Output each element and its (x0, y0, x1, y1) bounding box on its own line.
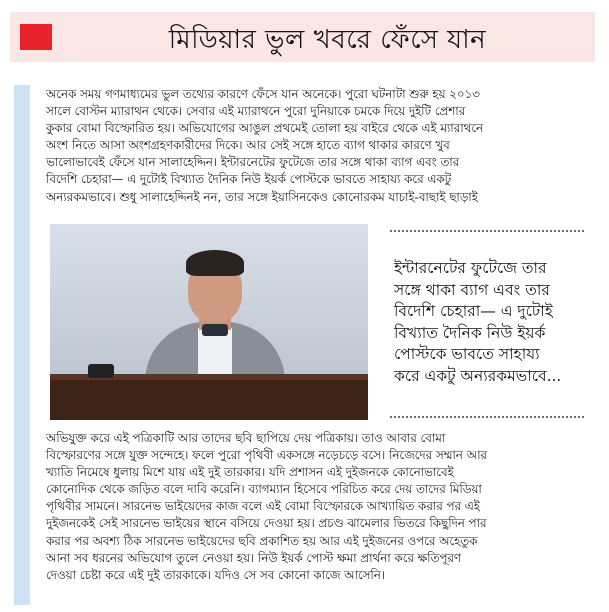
quote-rule-top (390, 230, 584, 232)
article-photo (50, 224, 368, 420)
left-accent-bar (14, 85, 30, 605)
headline-title: মিডিয়ার ভুল খবরে ফেঁসে যান (168, 25, 487, 55)
pull-quote: ইন্টারনেটের ফুটেজে তার সঙ্গে থাকা ব্যাগ এবং তার বিদেশি চেহারা— এ দুটোই বিখ্যাত দৈনিক নিউ ইয়র্ক পোস্টকে ভাবতে সাহায্য করে একটু অন্যরকমভাবে... (394, 259, 562, 385)
headline-banner (10, 12, 595, 62)
red-square-marker (20, 24, 52, 50)
article-paragraph-1: অনেক সময় গণমাধ্যমের ভুল তথ্যের কারণে ফেঁসে যান অনেকে। পুরো ঘটনাটা শুরু হয় ২০১৩ সালে বোস্টন ম্যারাথন থেকে। সেবার এই ম্যারাথনে পুরো দুনিয়াকে চমকে দিয়ে দুইটি প্রেশার কুকার বোমা বিস্ফোরিত হয়। অভিযোগের আঙুল প্রথমেই তোলা হয় বাইরে থেকে এই ম্যারাথনে অংশ নিতে আসা অংশগ্রহণকারীদের দিকে। আর সেই সঙ্গে হাতে ব্যাগ থাকার কারণে খুব ভালোভাবেই ফেঁসে যান সালাহেদ্দিন। ইন্টারনেটের ফুটেজে তার সঙ্গে থাকা ব্যাগ এবং তার বিদেশি চেহারা— এ দুটোই বিখ্যাত দৈনিক নিউ ইয়র্ক পোস্টকে ভাবতে সাহায্য করে একটু অন্যরকমভাবে। শুধু সালাহেদ্দিনই নন, তার সঙ্গে ইয়াসিনকেও কোনোরকম যাচাই-বাছাই ছাড়াই (46, 87, 484, 204)
quote-rule-bottom (390, 416, 584, 418)
article-paragraph-2: অভিযুক্ত করে এই পত্রিকাটি আর তাদের ছবি ছাপিয়ে দেয় পত্রিকায়। তাও আবার বোমা বিস্ফোরণের সঙ্গে যুক্ত সন্দেহে। ফলে পুরো পৃথিবী একসঙ্গে নড়েচড়ে বসে। নিজেদের সম্মান আর খ্যাতি নিমেষে ধুলায় মিশে যায় এই দুই তারকার। যদি প্রশাসন এই দুইজনকে কোনোভাবেই কোনোদিক থেকে জড়িত বলে দাবি করেনি। ব্যাগম্যান হিসেবে পরিচিত করে দেয় তাদের মিডিয়া পৃথিবীর সামনে। সারনেভ ভাইয়েদের কাজ বলে এই বোমা বিস্ফোরকে আখ্যায়িত করার পর এই দুইজনকেই সেই সারনেভ ভাইয়ের স্থানে বসিয়ে দেওয়া হয়। প্রচণ্ড ঝামেলার ভিতরে কিছুদিন পার করার পর অবশ্য ঠিক সারনেভ ভাইয়েদের ছবি প্রকাশিত হয় আর এই দুইজনের ওপরে অহেতুক আনা সব ধরনের অভিযোগ তুলে নেওয়া হয়। নিউ ইয়র্ক পোস্ট ক্ষমা প্রার্থনা করে ক্ষতিপূরণ দেওয়া চেষ্টা করে এই দুই তারকাকে। যদিও সে সব কোনো কাজে আসেনি। (46, 431, 487, 582)
